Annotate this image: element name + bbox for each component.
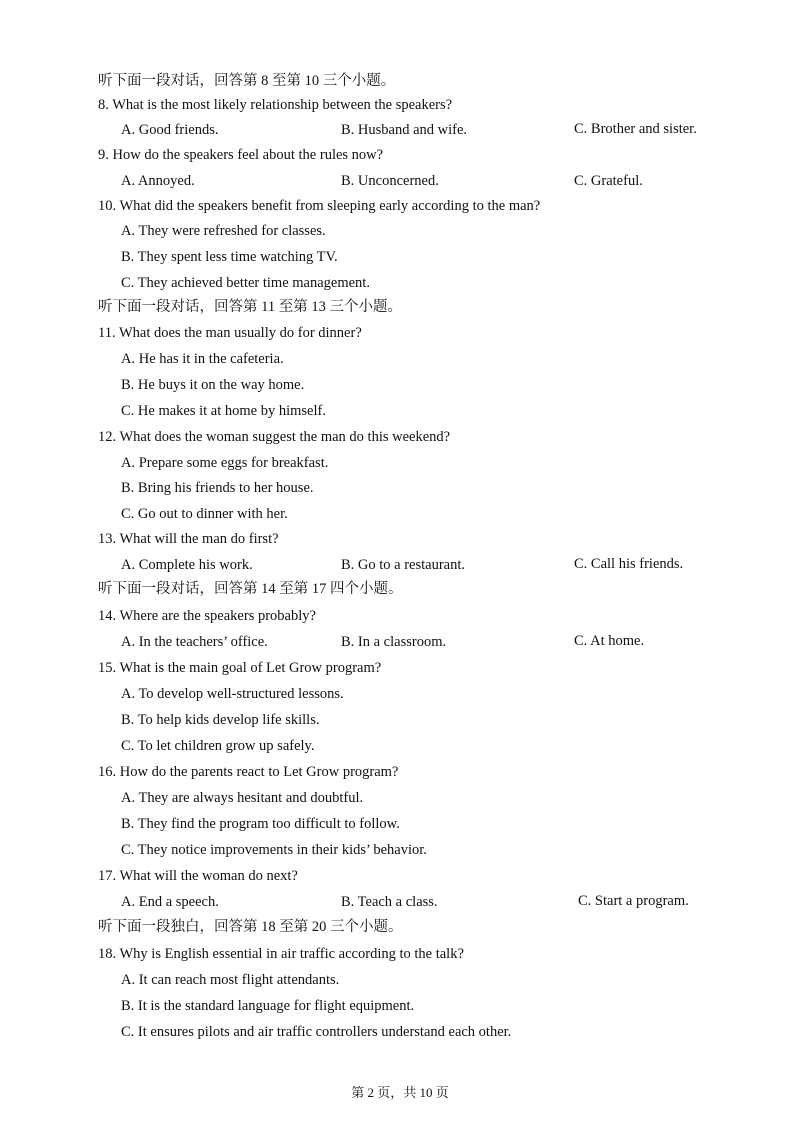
section-header: 听下面一段对话，回答第 8 至第 10 三个小题。: [98, 73, 396, 89]
q8-option-c: C. Brother and sister.: [574, 121, 697, 137]
q15-option-a: A. To develop well-structured lessons.: [121, 686, 344, 702]
q8-option-b: B. Husband and wife.: [341, 122, 468, 138]
q17-option-b: B. Teach a class.: [341, 894, 438, 910]
q9-option-b: B. Unconcerned.: [341, 173, 439, 189]
question-12: 12. What does the woman suggest the man do this weekend?: [98, 429, 451, 445]
section-header: 听下面一段独白，回答第 18 至第 20 三个小题。: [98, 919, 403, 935]
q18-option-c: C. It ensures pilots and air traffic controllers understand each other.: [121, 1024, 512, 1040]
q11-option-c: C. He makes it at home by himself.: [121, 403, 326, 419]
question-16: 16. How do the parents react to Let Grow program?: [98, 764, 399, 780]
question-11: 11. What does the man usually do for dinner?: [98, 325, 362, 341]
question-8: 8. What is the most likely relationship between the speakers?: [98, 97, 453, 113]
q15-option-b: B. To help kids develop life skills.: [121, 712, 320, 728]
q11-option-a: A. He has it in the cafeteria.: [121, 351, 284, 367]
q10-option-b: B. They spent less time watching TV.: [121, 249, 338, 265]
q11-option-b: B. He buys it on the way home.: [121, 377, 305, 393]
question-9: 9. How do the speakers feel about the rules now?: [98, 147, 384, 163]
q12-option-b: B. Bring his friends to her house.: [121, 480, 314, 496]
q13-option-b: B. Go to a restaurant.: [341, 557, 466, 573]
question-13: 13. What will the man do first?: [98, 531, 279, 547]
q10-option-a: A. They were refreshed for classes.: [121, 223, 326, 239]
q13-option-c: C. Call his friends.: [574, 556, 684, 572]
section-header: 听下面一段对话，回答第 11 至第 13 三个小题。: [98, 299, 402, 315]
q14-option-a: A. In the teachers’ office.: [121, 634, 268, 650]
q18-option-b: B. It is the standard language for flight equipment.: [121, 998, 415, 1014]
q16-option-b: B. They find the program too difficult to follow.: [121, 816, 400, 832]
q14-option-b: B. In a classroom.: [341, 634, 447, 650]
question-15: 15. What is the main goal of Let Grow program?: [98, 660, 382, 676]
q17-option-a: A. End a speech.: [121, 894, 219, 910]
q9-option-c: C. Grateful.: [574, 173, 643, 189]
q13-option-a: A. Complete his work.: [121, 557, 253, 573]
page-number: 第 2 页，共 10 页: [351, 1085, 449, 1100]
q12-option-a: A. Prepare some eggs for breakfast.: [121, 455, 329, 471]
question-17: 17. What will the woman do next?: [98, 868, 298, 884]
question-14: 14. Where are the speakers probably?: [98, 608, 316, 624]
q17-option-c: C. Start a program.: [578, 893, 689, 909]
q8-option-a: A. Good friends.: [121, 122, 219, 138]
q16-option-c: C. They notice improvements in their kids’ behavior.: [121, 842, 427, 858]
q14-option-c: C. At home.: [574, 633, 645, 649]
q15-option-c: C. To let children grow up safely.: [121, 738, 315, 754]
q9-option-a: A. Annoyed.: [121, 173, 195, 189]
section-header: 听下面一段对话，回答第 14 至第 17 四个小题。: [98, 581, 403, 597]
q10-option-c: C. They achieved better time management.: [121, 275, 370, 291]
q12-option-c: C. Go out to dinner with her.: [121, 506, 288, 522]
question-10: 10. What did the speakers benefit from sleeping early according to the man?: [98, 198, 541, 214]
q16-option-a: A. They are always hesitant and doubtful.: [121, 790, 364, 806]
q18-option-a: A. It can reach most flight attendants.: [121, 972, 340, 988]
question-18: 18. Why is English essential in air traffic according to the talk?: [98, 946, 464, 962]
